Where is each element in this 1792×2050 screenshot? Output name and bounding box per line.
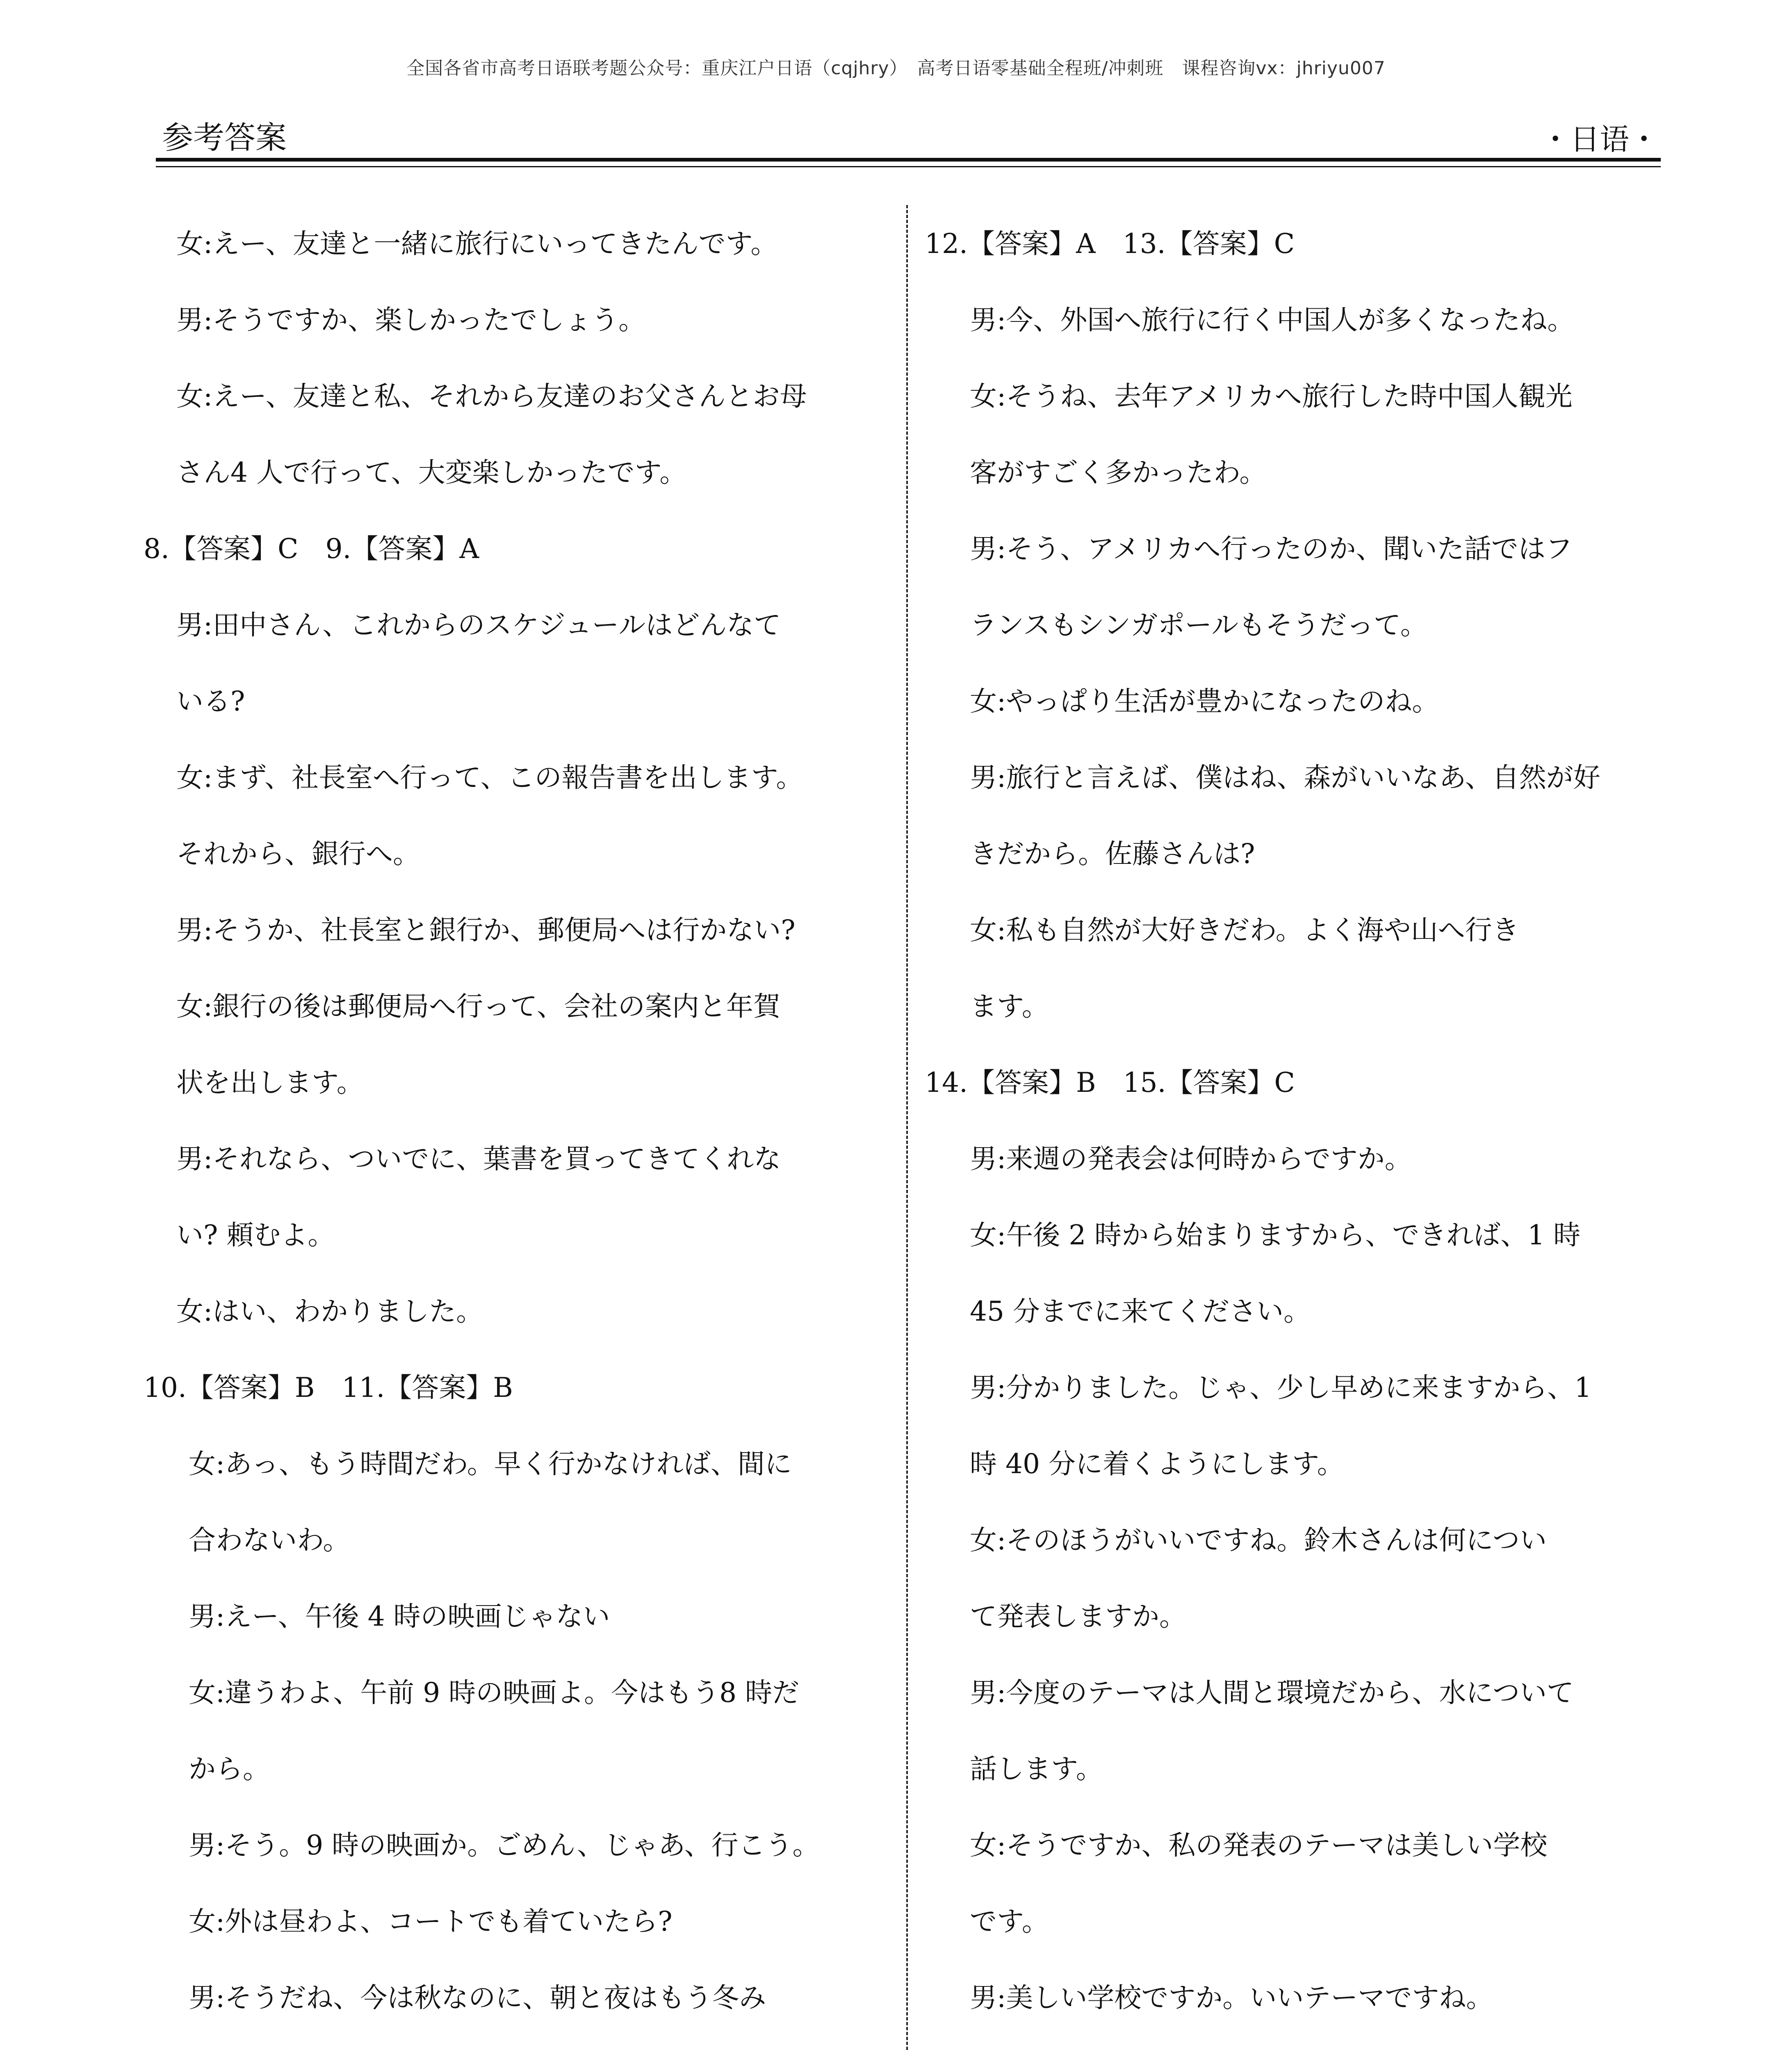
transcript-line: 女:えー、友達と私、それから友達のお父さんとお母: [176, 380, 807, 412]
left-column: [144, 206, 894, 2050]
transcript-line: 合わないわ。: [189, 1524, 350, 1556]
transcript-line: 女:まず、社長室へ行って、この報告書を出します。: [176, 762, 803, 793]
transcript-line: 男:旅行と言えば、僕はね、森がいいなあ、自然が好: [970, 762, 1600, 793]
transcript-line: 時 40 分に着くようにします。: [970, 1448, 1344, 1480]
transcript-line: い? 頼むよ。: [176, 1219, 335, 1251]
transcript-line: 状を出します。: [176, 1067, 364, 1098]
transcript-line: 女:そうですか、私の発表のテーマは美しい学校: [970, 1829, 1548, 1861]
transcript-line: 女:違うわよ、午前 9 時の映画よ。今はもう8 時だ: [189, 1677, 800, 1708]
transcript-line: て発表しますか。: [970, 1601, 1186, 1632]
transcript-line: 女:午後 2 時から始まりますから、できれば、1 時: [970, 1219, 1581, 1251]
transcript-line: 男:今度のテーマは人間と環境だから、水について: [970, 1677, 1574, 1708]
page-title: 参考答案: [162, 119, 287, 156]
transcript-line: 男:来週の発表会は何時からですか。: [970, 1143, 1412, 1175]
transcript-line: 女:私も自然が大好きだわ。よく海や山へ行き: [970, 914, 1519, 946]
promo-banner: 全国各省市高考日语联考题公众号：重庆江户日语（cqjhry） 高考日语零基础全程班/冲刺班 课程咨询vx：jhriyu007: [406, 58, 1386, 79]
header-rule-thick: [156, 158, 1661, 162]
transcript-line: 女:外は昼わよ、コートでも着ていたら?: [189, 1906, 673, 1937]
transcript-line: 男:それなら、ついでに、葉書を買ってきてくれな: [176, 1143, 781, 1175]
transcript-line: 男:そうですか、楽しかったでしょう。: [176, 304, 646, 336]
subject-label: ・日语・: [1540, 122, 1659, 157]
transcript-line: 女:そのほうがいいですね。鈴木さんは何につい: [970, 1524, 1547, 1556]
transcript-line: 女:銀行の後は郵便局へ行って、会社の案内と年賀: [176, 991, 780, 1022]
answer-heading: 8.【答案】C 9.【答案】A: [144, 533, 479, 565]
transcript-line: ます。: [970, 991, 1049, 1022]
transcript-line: 男:そうか、社長室と銀行か、郵便局へは行かない?: [176, 914, 796, 946]
answer-heading: 12.【答案】A 13.【答案】C: [925, 228, 1295, 260]
transcript-line: 男:そう。9 時の映画か。ごめん、じゃあ、行こう。: [189, 1829, 820, 1861]
transcript-line: ランスもシンガポールもそうだって。: [970, 609, 1427, 641]
transcript-line: さん4 人で行って、大変楽しかったです。: [176, 457, 687, 488]
transcript-line: 男:分かりました。じゃ、少し早めに来ますから、1: [970, 1372, 1592, 1403]
transcript-line: 客がすごく多かったわ。: [970, 457, 1267, 488]
transcript-line: 女:そうね、去年アメリカへ旅行した時中国人観光: [970, 380, 1573, 412]
transcript-line: 女:やっぱり生活が豊かになったのね。: [970, 686, 1439, 717]
transcript-line: 45 分までに来てください。: [970, 1296, 1311, 1327]
transcript-line: 男:えー、午後 4 時の映画じゃない: [189, 1601, 610, 1632]
transcript-line: [144, 2036, 894, 2050]
answer-heading: 10.【答案】B 11.【答案】B: [144, 1372, 513, 1403]
transcript-line: いる?: [176, 686, 245, 717]
transcript-line: 男:田中さん、これからのスケジュールはどんなて: [176, 609, 781, 641]
answer-heading: 14.【答案】B 15.【答案】C: [925, 1067, 1295, 1098]
transcript-line: きだから。佐藤さんは?: [970, 838, 1255, 870]
header-rule-thin: [156, 166, 1661, 167]
transcript-line: 男:美しい学校ですか。いいテーマですね。: [970, 1982, 1493, 2014]
transcript-line: から。: [189, 1753, 270, 1785]
right-column: [925, 206, 1675, 2036]
transcript-line: 女:えー、友達と一緒に旅行にいってきたんです。: [176, 228, 778, 260]
transcript-line: 話します。: [970, 1753, 1103, 1785]
transcript-line: 女:はい、わかりました。: [176, 1296, 483, 1327]
transcript-line: です。: [970, 1906, 1049, 1937]
transcript-line: それから、銀行へ。: [176, 838, 420, 870]
transcript-line: 男:そう、アメリカへ行ったのか、聞いた話ではフ: [970, 533, 1573, 565]
transcript-line: 女:あっ、もう時間だわ。早く行かなければ、間に: [189, 1448, 792, 1480]
column-divider: [906, 205, 908, 2050]
transcript-line: 男:今、外国へ旅行に行く中国人が多くなったね。: [970, 304, 1575, 336]
transcript-line: 男:そうだね、今は秋なのに、朝と夜はもう冬み: [189, 1982, 766, 2014]
